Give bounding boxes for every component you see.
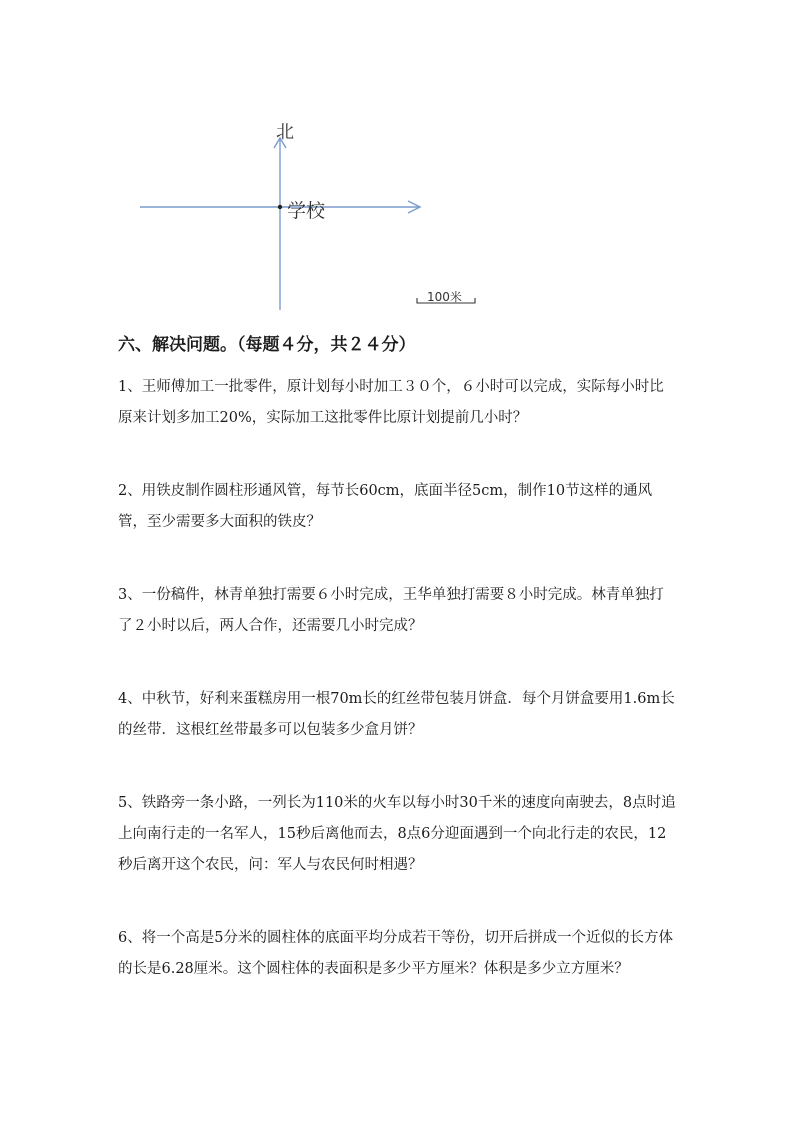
scale-label: 100米 bbox=[427, 290, 462, 304]
problem-section bbox=[118, 332, 678, 985]
problem-5: 5、铁路旁一条小路，一列长为110米的火车以每小时30千米的速度向南驶去，8点时追上向南行走的一名军人，15秒后离他而去，8点6分迎面遇到一个向北行走的农民，12秒后离开这个农民，问：军人与农民何时相遇？ bbox=[118, 795, 676, 873]
section-title: 六、解决问题。（每题４分，共２４分） bbox=[118, 335, 416, 355]
problem-1: 1、王师傅加工一批零件，原计划每小时加工３０个，６小时可以完成，实际每小时比原来计划多加工20%，实际加工这批零件比原计划提前几小时？ bbox=[118, 379, 664, 426]
north-label: 北 bbox=[276, 122, 294, 143]
school-point bbox=[278, 205, 282, 209]
problem-3: 3、一份稿件，林青单独打需要６小时完成，王华单独打需要８小时完成。林青单独打了２小时以后，两人合作，还需要几小时完成？ bbox=[118, 587, 664, 634]
problem-4: 4、中秋节，好利来蛋糕房用一根70m长的红丝带包装月饼盒．每个月饼盒要用1.6m长的丝带．这根红丝带最多可以包装多少盒月饼？ bbox=[118, 691, 675, 738]
problem-2: 2、用铁皮制作圆柱形通风管，每节长60cm，底面半径5cm，制作10节这样的通风管，至少需要多大面积的铁皮？ bbox=[118, 483, 653, 530]
school-label: 学校 bbox=[287, 200, 326, 222]
direction-diagram bbox=[130, 110, 500, 320]
problem-6: 6、将一个高是5分米的圆柱体的底面平均分成若干等份，切开后拼成一个近似的长方体的长是6.28厘米。这个圆柱体的表面积是多少平方厘米？体积是多少立方厘米？ bbox=[118, 930, 673, 977]
